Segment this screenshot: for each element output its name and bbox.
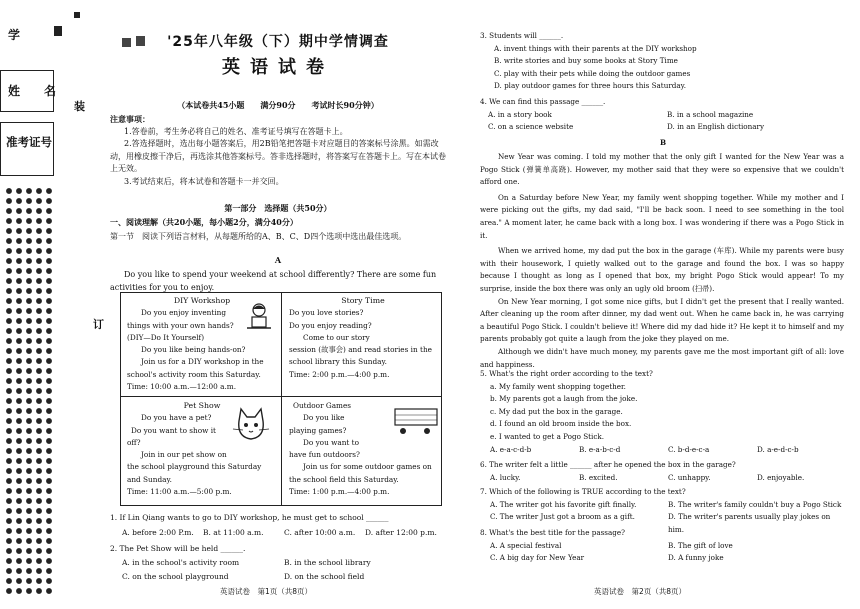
binding-label-exam-number: 准考证号 [6, 135, 52, 149]
question-stem: 2. The Pet Show will be held ______. [110, 544, 246, 553]
activity-line: Do you want to [303, 437, 359, 447]
option[interactable]: B. The gift of love [668, 540, 733, 550]
passage-a-intro: Do you like to spend your weekend at school differently? There are some fun activities for you to enjoy. [110, 270, 437, 292]
sublist-item: a. My family went shopping together. [490, 381, 626, 391]
activity-line: Do you enjoy reading? [289, 320, 372, 330]
question-stem: 8. What's the best title for the passage? [480, 528, 625, 537]
exam-title: '25年八年级（下）期中学情调查 [167, 34, 389, 50]
question-stem: 1. If Lin Qiang wants to go to DIY workshop, he must get to school ______ [110, 513, 389, 522]
activity-time: Time: 1:00 p.m.—4:00 p.m. [289, 487, 390, 497]
binding-strip [0, 0, 104, 609]
activity-line: Do you have a pet? [141, 413, 212, 423]
option[interactable]: B. in a school magazine [667, 109, 754, 119]
question-stem: 6. The writer felt a little ______ after he opened the box in the garage? [480, 460, 736, 469]
activity-line: Do you like being hands-on? [141, 345, 246, 355]
option[interactable]: D. after 12:00 p.m. [365, 527, 437, 537]
page-1-footer: 英语试卷 第1页（共8页） [220, 587, 313, 596]
passage-b-letter: B [659, 138, 667, 147]
option[interactable]: A. in the school's activity room [122, 557, 240, 567]
activity-line: off? [127, 437, 141, 447]
page-2-footer: 英语试卷 第2页（共8页） [594, 587, 687, 596]
option[interactable]: B. e-a-b-c-d [579, 444, 621, 454]
option[interactable]: B. in the school library [284, 557, 371, 567]
exam-meta: （本试卷共45小题 满分90分 考试时长90分钟） [177, 100, 379, 110]
passage-paragraph: On a Saturday before New Year, my family went shopping together. While my mother and I were picking out the gifts, my dad said, "I'll be back soon. I need to see something in the tool area." A moment later, he came back with a long box. I was wondering if there was a Pogo Stick in it. [480, 192, 844, 240]
question-6 [480, 459, 846, 484]
activity-line: Do you enjoy inventing [141, 308, 227, 318]
binding-char-ding: 订 [93, 318, 104, 331]
passage-paragraph: New Year was coming. I told my mother that the only gift I wanted for the New Year was a Pogo Stick (弹簧单高跷). However, my mother said that they were so expensive that we couldn't afford one. [480, 152, 844, 187]
option[interactable]: D. in an English dictionary [667, 122, 765, 132]
activity-time: Time: 2:00 p.m.—4:00 p.m. [289, 369, 390, 379]
activity-line: Do you love stories? [289, 308, 364, 318]
binding-label-xing: 姓 [8, 84, 21, 98]
option[interactable]: C. unhappy. [668, 472, 711, 482]
activity-title: DIY Workshop [173, 296, 231, 305]
binding-label-school: 学 [8, 28, 21, 42]
grid-divider [281, 293, 282, 505]
option[interactable]: B. The writer's family couldn't buy a Pogo Stick [668, 499, 842, 509]
activity-line: Do you like [303, 413, 345, 423]
question-4 [480, 96, 846, 134]
notes-heading: 注意事项： [110, 114, 150, 124]
activity-title: Story Time [341, 296, 385, 305]
activity-story-time [289, 295, 437, 381]
activity-line: Come to our story [303, 332, 370, 342]
option[interactable]: A. in a story book [488, 109, 552, 119]
option[interactable]: B. write stories and buy some books at Story Time [494, 56, 678, 66]
binding-dot-pattern [4, 186, 56, 598]
section-title: 一、阅读理解（共20小题，每小题2分，满分40分） [110, 217, 298, 227]
activity-grid [120, 292, 442, 506]
activity-line: Do you want to show it [131, 425, 216, 435]
option[interactable]: A. The writer got his favorite gift finally. [490, 499, 637, 509]
option[interactable]: C. on the school playground [122, 572, 229, 581]
activity-line: playing games? [289, 425, 347, 435]
passage-paragraph: When we arrived home, my dad put the box in the garage (车库). While my parents were busy with their housework, I quietly walked out to the garage and found the box. I was so happy because I thought as long as I opened that box, my bright Pogo Stick would appear! To my surprise, inside the box there was only an ugly old broom (扫帚). [480, 246, 844, 293]
option[interactable]: C. A big day for New Year [490, 553, 585, 563]
option[interactable]: B. at 11:00 a.m. [203, 527, 264, 537]
subject-title: 英语试卷 [222, 57, 334, 78]
question-stem: 3. Students will ______. [480, 31, 564, 40]
activity-title: Pet Show [183, 401, 221, 410]
option[interactable]: D. play outdoor games for three hours this Saturday. [494, 81, 687, 91]
activity-line: Join us for some outdoor games on the school field this Saturday. [289, 462, 432, 484]
outdoor-games-illustration [393, 403, 439, 437]
notes [110, 113, 446, 188]
part1-title: 第一部分 选择题（共50分） [224, 203, 332, 213]
section-instruction: 第一节 阅读下列语言材料，从每题所给的A、B、C、D四个选项中选出最佳选项。 [110, 232, 407, 241]
activity-line: (DIY—Do It Yourself) [127, 332, 205, 342]
binding-char-zhuang: 装 [74, 100, 85, 113]
option[interactable]: C. after 10:00 a.m. [284, 527, 356, 537]
option[interactable]: A. e-a-c-d-b [490, 444, 532, 454]
scan-mark [54, 26, 62, 36]
question-stem: 5. What's the right order according to the text? [480, 369, 653, 378]
option[interactable]: C. b-d-e-c-a [668, 444, 710, 454]
sublist-item: e. I wanted to get a Pogo Stick. [490, 431, 604, 441]
option[interactable]: A. invent things with their parents at the DIY workshop [494, 43, 697, 53]
page-1 [108, 0, 448, 609]
passage-a-letter: A [274, 255, 282, 265]
question-stem: 7. Which of the following is TRUE according to the text? [480, 487, 686, 496]
option[interactable]: A. lucky. [490, 472, 521, 482]
question-5 [480, 368, 846, 456]
binding-label-ming: 名 [44, 84, 57, 98]
question-8 [480, 527, 846, 565]
grid-divider [121, 396, 441, 397]
option[interactable]: D. enjoyable. [757, 472, 805, 482]
page-2 [478, 0, 848, 609]
sublist-item: d. I found an old broom inside the box. [490, 419, 632, 429]
activity-title: Outdoor Games [293, 401, 352, 410]
passage-b [480, 151, 844, 371]
note-item: 3.考试结束后，将本试卷和答题卡一并交回。 [124, 176, 284, 186]
cat-illustration [229, 405, 273, 449]
question-2 [110, 543, 446, 585]
question-1 [110, 512, 446, 541]
passage-paragraph: On New Year morning, I got some nice gifts, but I didn't get the present that I really wanted. After cleaning up the room after dinner, my dad went out. When he came back in, he was carrying a beautiful Pogo Stick. I couldn't believe it! Where did my dad hide it? He kept it to himself and my parents probably got quite a laugh from the joke they played on me. [480, 296, 844, 344]
option[interactable]: D. The writer's parents usually play jokes on him. [668, 512, 831, 534]
sublist-item: b. My parents got a laugh from the joke. [490, 394, 638, 404]
activity-line: session (故事会) and read stories in the school library this Sunday. [289, 345, 432, 367]
passage-paragraph: Although we didn't have much money, my parents gave me the most important gift of all: love and happiness. [480, 346, 844, 369]
option[interactable]: D. on the school field [284, 572, 365, 581]
diy-kid-illustration [243, 301, 275, 333]
option[interactable]: A. before 2:00 P.m. [122, 527, 194, 537]
option[interactable]: B. excited. [579, 472, 618, 482]
option[interactable]: C. play with their pets while doing the outdoor games [494, 68, 691, 78]
activity-line: have fun outdoors? [289, 450, 360, 460]
option[interactable]: C. The writer Just got a broom as a gift. [490, 512, 635, 522]
activity-line: Join us for a DIY workshop in the school's activity room this Saturday. [127, 357, 264, 379]
scan-mark [74, 12, 80, 18]
note-item: 2.答选择题时，选出每小题答案后，用2B铅笔把答题卡对应题目的答案标号涂黑。如需改动，用橡皮擦干净后，再选涂其他答案标号。答非选择题时，将答案写在答题卡上。写在本试卷上无效。 [110, 139, 446, 173]
option[interactable]: D. a-e-d-c-b [757, 444, 799, 454]
question-stem: 4. We can find this passage ______. [480, 97, 606, 106]
sublist-item: c. My dad put the box in the garage. [490, 406, 623, 416]
activity-time: Time: 10:00 a.m.—12:00 a.m. [127, 382, 237, 392]
activity-line: things with your own hands? [127, 320, 234, 330]
option[interactable]: D. A funny joke [668, 553, 724, 563]
activity-line: Join in our pet show on [141, 450, 227, 460]
activity-time: Time: 11:00 a.m.—5:00 p.m. [127, 487, 232, 497]
activity-line: the school playground this Saturday and Sunday. [127, 462, 262, 484]
question-3 [480, 30, 846, 93]
option[interactable]: C. on a science website [488, 122, 574, 132]
option[interactable]: A. A special festival [490, 540, 562, 550]
note-item: 1.答卷前，考生务必将自己的姓名、准考证号填写在答题卡上。 [124, 126, 348, 136]
